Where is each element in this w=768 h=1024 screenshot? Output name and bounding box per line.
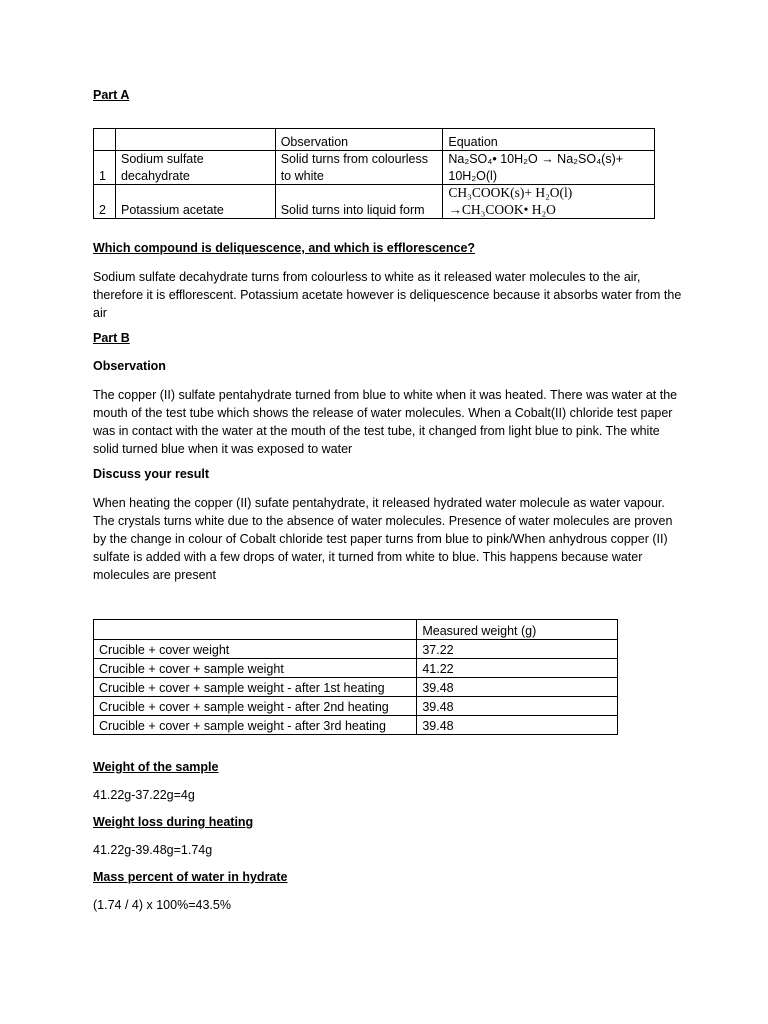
mass-percent-heading: Mass percent of water in hydrate: [93, 870, 288, 884]
weight-label: Crucible + cover + sample weight - after 3rd heating: [94, 716, 417, 735]
weight-loss-heading: Weight loss during heating: [93, 815, 254, 829]
observation-paragraph: The copper (II) sulfate pentahydrate turned from blue to white when it was heated. There was water at the mouth of the test tube which shows the release of water molecules. When a Cobalt(II) chloride test paper was in contact with the water at the mouth of the test tube, it changed from light blue to pink. The white solid turned blue when it was exposed to water: [93, 388, 678, 456]
answer-paragraph: Sodium sulfate decahydrate turns from colourless to white as it released water molecules to the air, therefore it is efflorescent. Potassium acetate however is deliquescence because it absorbs water from the air: [93, 270, 682, 320]
table-row: [94, 678, 618, 697]
sample-weight-heading: Weight of the sample: [93, 760, 219, 774]
part-a-table: [93, 128, 655, 219]
equation-cell: Na₂SO₄• 10H₂O → Na₂SO₄(s)+ 10H₂O(l): [443, 151, 655, 185]
weight-value: 41.22: [417, 659, 618, 678]
sample-weight-value: 41.22g-37.22g=4g: [93, 788, 195, 802]
observation-header: Observation: [275, 129, 443, 151]
weight-value: 37.22: [417, 640, 618, 659]
weight-loss-value: 41.22g-39.48g=1.74g: [93, 843, 213, 857]
mass-percent-value: (1.74 / 4) x 100%=43.5%: [93, 898, 231, 912]
weight-label: Crucible + cover + sample weight - after 1st heating: [94, 678, 417, 697]
weight-value: 39.48: [417, 697, 618, 716]
table-row: [94, 659, 618, 678]
observation-heading: Observation: [93, 359, 166, 373]
weight-label: Crucible + cover + sample weight: [94, 659, 417, 678]
weight-value: 39.48: [417, 716, 618, 735]
question-heading: Which compound is deliquescence, and which is efflorescence?: [93, 241, 476, 255]
discuss-heading: Discuss your result: [93, 467, 210, 481]
part-b-heading: Part B: [93, 331, 130, 345]
table-row: [94, 697, 618, 716]
compound-name: Potassium acetate: [115, 185, 275, 219]
row-number: 2: [94, 185, 116, 219]
compound-name: Sodium sulfate decahydrate: [115, 151, 275, 185]
weight-value: 39.48: [417, 678, 618, 697]
weight-label: Crucible + cover + sample weight - after 2nd heating: [94, 697, 417, 716]
equation-header: Equation: [443, 129, 655, 151]
row-number: 1: [94, 151, 116, 185]
table-header-row: [94, 620, 618, 640]
equation-cell: CH₃COOK(s)+ H₂O(l) →CH₃COOK• H₂O: [443, 185, 655, 219]
table-row: [94, 716, 618, 735]
table-row: [94, 151, 655, 185]
table-header-row: [94, 129, 655, 151]
weight-label: Crucible + cover weight: [94, 640, 417, 659]
table-row: [94, 185, 655, 219]
discuss-paragraph: When heating the copper (II) sufate pentahydrate, it released hydrated water molecule as water vapour. The crystals turns white due to the absence of water molecules. Presence of water molecules are proven by the change in colour of Cobalt chloride test paper turns from blue to pink/When anhydrous copper (II) sulfate is added with a few drops of water, it turned from white to blue. This happens because water molecules are present: [93, 496, 673, 582]
observation-cell: Solid turns from colourless to white: [275, 151, 443, 185]
table-row: [94, 640, 618, 659]
weights-table: [93, 619, 618, 735]
observation-cell: Solid turns into liquid form: [275, 185, 443, 219]
part-a-heading: Part A: [93, 88, 130, 102]
measured-weight-header: Measured weight (g): [417, 620, 618, 640]
